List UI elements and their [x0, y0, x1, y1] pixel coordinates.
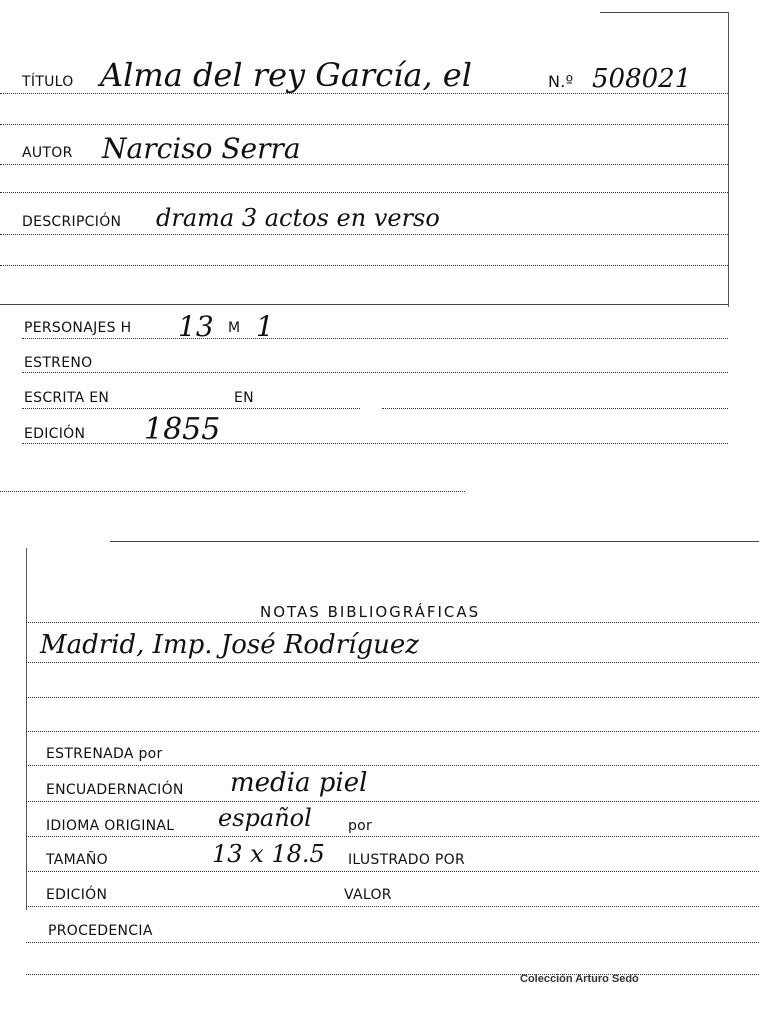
bottom-card-top-edge — [110, 541, 759, 542]
notas-line-1 — [26, 662, 759, 663]
bottom-card-last-line — [26, 974, 759, 975]
descripcion-underline — [0, 234, 728, 235]
personajes-underline — [22, 338, 728, 339]
escrita-en-label: EN — [234, 390, 254, 406]
notas-value: Madrid, Imp. José Rodríguez — [40, 630, 419, 660]
procedencia-label: PROCEDENCIA — [48, 923, 153, 939]
numero-value: 508021 — [592, 64, 692, 94]
idioma-label: IDIOMA ORIGINAL — [46, 818, 175, 834]
descripcion-second-line — [0, 265, 728, 266]
valor-label: VALOR — [344, 887, 392, 903]
estrenada-underline — [26, 765, 759, 766]
autor-second-line — [0, 192, 728, 193]
top-section-divider — [0, 304, 728, 305]
notas-heading-line — [26, 622, 759, 623]
coleccion-stamp: Colección Arturo Sedó — [520, 973, 639, 985]
escrita-label: ESCRITA EN — [24, 390, 110, 406]
edicion-value: 1855 — [144, 412, 221, 447]
notas-line-2 — [26, 697, 759, 698]
top-card-bottom-line — [0, 491, 465, 492]
bottom-card-left-edge — [26, 548, 27, 910]
idioma-por-label: por — [348, 818, 373, 834]
descripcion-label: DESCRIPCIÓN — [22, 214, 122, 230]
tamano-value: 13 x 18.5 — [212, 840, 325, 868]
escrita-underline — [22, 408, 360, 409]
descripcion-value: drama 3 actos en verso — [156, 204, 440, 232]
estreno-label: ESTRENO — [24, 355, 93, 371]
autor-value: Narciso Serra — [102, 132, 301, 165]
tamano-underline — [26, 871, 759, 872]
estrenada-label: ESTRENADA por — [46, 746, 163, 762]
edicion-bottom-label: EDICIÓN — [46, 887, 108, 903]
notas-line-3 — [26, 731, 759, 732]
escrita-underline-right — [382, 408, 728, 409]
autor-underline — [0, 164, 728, 165]
titulo-label: TÍTULO — [22, 74, 74, 90]
personajes-m-value: 1 — [256, 310, 274, 343]
titulo-second-line — [0, 124, 728, 125]
encuadernacion-label: ENCUADERNACIÓN — [46, 782, 184, 798]
personajes-h-value: 13 — [178, 310, 214, 343]
idioma-value: español — [218, 804, 312, 832]
titulo-value: Alma del rey García, el — [100, 56, 472, 94]
estreno-underline — [22, 372, 728, 373]
numero-label: N.º — [548, 72, 574, 91]
notas-heading: NOTAS BIBLIOGRÁFICAS — [260, 603, 481, 621]
autor-label: AUTOR — [22, 145, 73, 161]
top-card-top-edge — [600, 12, 728, 13]
idioma-underline — [26, 836, 759, 837]
top-card-right-edge — [728, 12, 729, 307]
encuadernacion-value: media piel — [230, 768, 368, 798]
edicion-label: EDICIÓN — [24, 426, 86, 442]
edicion-bottom-underline — [26, 906, 759, 907]
edicion-underline — [22, 443, 728, 444]
tamano-label: TAMAÑO — [46, 852, 108, 868]
ilustrado-label: ILUSTRADO POR — [348, 852, 465, 868]
procedencia-underline — [26, 942, 759, 943]
personajes-label: PERSONAJES H — [24, 320, 132, 336]
titulo-underline — [0, 93, 728, 94]
encuadernacion-underline — [26, 801, 759, 802]
personajes-m-label: M — [228, 320, 241, 336]
